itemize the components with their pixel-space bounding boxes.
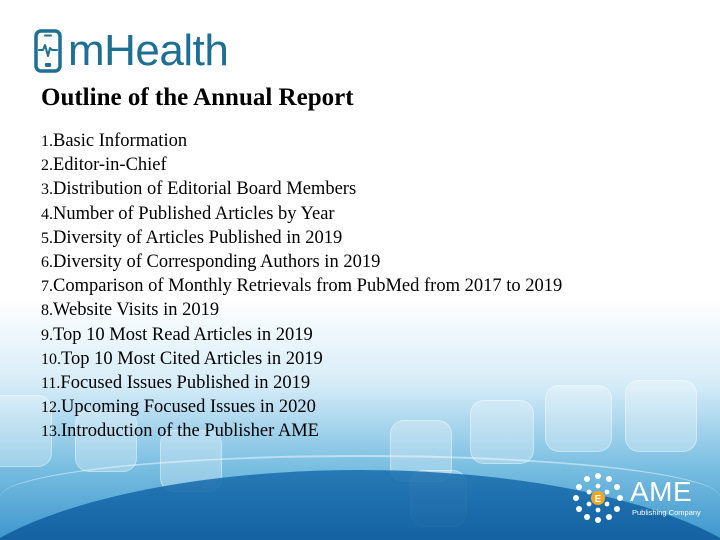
outline-item-text: Comparison of Monthly Retrievals from PubMed from 2017 to 2019 — [53, 276, 563, 297]
phone-heartbeat-icon — [34, 29, 62, 73]
outline-item-text: Distribution of Editorial Board Members — [53, 179, 357, 200]
outline-item — [41, 153, 562, 177]
ame-dots-icon — [570, 470, 626, 526]
outline-item — [41, 129, 562, 153]
publisher-logo — [568, 470, 708, 526]
outline-item-number: 9. — [41, 326, 53, 344]
outline-item — [41, 202, 562, 226]
svg-text:E: E — [594, 494, 602, 505]
outline-item — [41, 250, 562, 274]
outline-item-number: 4. — [41, 205, 53, 223]
outline-item-text: Upcoming Focused Issues in 2020 — [61, 397, 316, 418]
outline-item-number: 7. — [41, 278, 53, 296]
outline-item-text: Basic Information — [53, 131, 188, 151]
outline-item — [41, 419, 562, 443]
publisher-name: AME — [630, 476, 693, 507]
outline-item-number: 11. — [41, 374, 61, 392]
outline-item — [41, 395, 562, 419]
publisher-subtitle: Publishing Company — [632, 508, 701, 517]
outline-item-number: 12. — [41, 399, 61, 417]
outline-item-text: Focused Issues Published in 2019 — [60, 372, 311, 393]
outline-item — [41, 177, 562, 201]
outline-item-number: 2. — [41, 157, 53, 175]
outline-item — [41, 347, 562, 371]
outline-item-text: Top 10 Most Cited Articles in 2019 — [61, 348, 323, 369]
outline-item — [41, 226, 562, 250]
outline-item-text: Number of Published Articles by Year — [53, 203, 335, 224]
outline-item-number: 13. — [41, 423, 61, 441]
outline-item — [41, 298, 562, 322]
outline-item-number: 3. — [41, 181, 53, 199]
brand-logo — [34, 26, 228, 76]
outline-item-text: Diversity of Corresponding Authors in 2019 — [53, 251, 381, 272]
outline-item-number: 1. — [41, 133, 53, 150]
outline-item-number: 10. — [41, 350, 61, 368]
outline-item-text: Introduction of the Publisher AME — [61, 421, 319, 442]
page-title: Outline of the Annual Report — [41, 84, 354, 111]
background-tile — [625, 380, 697, 452]
outline-item-number: 6. — [41, 253, 53, 271]
outline-item-number: 5. — [41, 229, 53, 247]
outline-list — [41, 129, 562, 443]
outline-item-text: Website Visits in 2019 — [53, 300, 220, 321]
outline-item — [41, 274, 562, 298]
outline-item-number: 8. — [41, 302, 53, 320]
outline-item-text: Diversity of Articles Published in 2019 — [53, 227, 343, 248]
outline-item — [41, 323, 562, 347]
brand-name: mHealth — [68, 26, 229, 75]
outline-item-text: Editor-in-Chief — [53, 155, 167, 176]
outline-item — [41, 371, 562, 395]
outline-item-text: Top 10 Most Read Articles in 2019 — [53, 324, 313, 345]
